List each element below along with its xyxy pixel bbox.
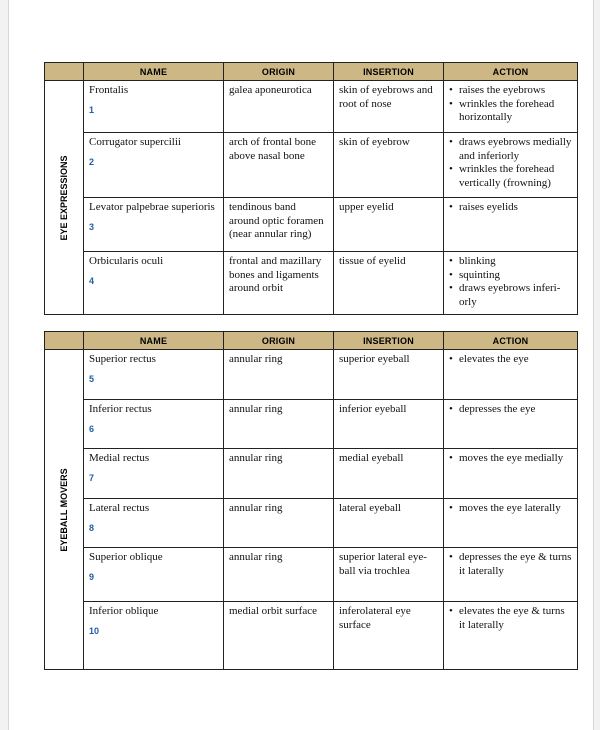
- muscle-name: Levator palpebrae superioris: [89, 201, 215, 213]
- insertion-cell: tissue of eyelid: [334, 252, 444, 315]
- muscle-name-cell: [84, 548, 224, 602]
- table-row: [45, 198, 578, 252]
- action-item: • depresses the eye & turns it laterally: [449, 551, 572, 578]
- muscle-number: 7: [89, 472, 95, 483]
- header-insertion: INSERTION: [334, 332, 444, 350]
- eye-expressions-table: [44, 62, 578, 315]
- muscle-name: Lateral rectus: [89, 502, 150, 514]
- origin-cell: annular ring: [224, 548, 334, 602]
- muscle-name-cell: [84, 81, 224, 133]
- header-side: [45, 332, 84, 350]
- muscle-name: Inferior oblique: [89, 605, 159, 617]
- muscle-number: 1: [89, 104, 95, 115]
- muscle-name: Medial rectus: [89, 452, 150, 464]
- header-name: NAME: [84, 332, 224, 350]
- muscle-number: 3: [89, 221, 95, 232]
- header-origin: ORIGIN: [224, 332, 334, 350]
- action-cell: [444, 499, 578, 548]
- group-label-cell: [45, 350, 84, 670]
- origin-cell: arch of frontal bone above nasal bone: [224, 133, 334, 198]
- action-cell: [444, 81, 578, 133]
- muscle-name: Frontalis: [89, 84, 129, 96]
- action-item: • elevates the eye: [449, 353, 572, 367]
- table-row: [45, 449, 578, 499]
- origin-cell: medial orbit surface: [224, 602, 334, 670]
- insertion-cell: superior lateral eye-ball via trochlea: [334, 548, 444, 602]
- table-row: [45, 548, 578, 602]
- action-item: • wrinkles the forehead vertically (frowning): [449, 163, 572, 190]
- action-item: • draws eyebrows inferi-orly: [449, 282, 572, 309]
- header-name: NAME: [84, 63, 224, 81]
- action-item: • wrinkles the forehead horizontally: [449, 98, 572, 125]
- origin-cell: annular ring: [224, 499, 334, 548]
- muscle-name: Superior oblique: [89, 551, 163, 563]
- action-item: • raises eyelids: [449, 201, 572, 215]
- origin-cell: annular ring: [224, 350, 334, 400]
- action-cell: [444, 548, 578, 602]
- action-item: • blinking: [449, 255, 572, 269]
- origin-cell: galea aponeurotica: [224, 81, 334, 133]
- action-cell: [444, 133, 578, 198]
- muscle-name-cell: [84, 602, 224, 670]
- action-cell: [444, 252, 578, 315]
- muscle-name-cell: [84, 400, 224, 449]
- action-item: • squinting: [449, 269, 572, 283]
- muscle-number: 8: [89, 522, 95, 533]
- action-item: • draws eyebrows medially and inferiorly: [449, 136, 572, 163]
- action-cell: [444, 198, 578, 252]
- table-row: [45, 400, 578, 449]
- eyeball-movers-table: [44, 331, 578, 670]
- muscle-number: 4: [89, 275, 95, 286]
- insertion-cell: skin of eyebrows and root of nose: [334, 81, 444, 133]
- table-row: [45, 252, 578, 315]
- origin-cell: tendinous band around optic foramen (near annular ring): [224, 198, 334, 252]
- origin-cell: frontal and mazillary bones and ligaments around orbit: [224, 252, 334, 315]
- action-cell: [444, 602, 578, 670]
- action-cell: [444, 449, 578, 499]
- action-item: • depresses the eye: [449, 403, 572, 417]
- muscle-name-cell: [84, 449, 224, 499]
- table-row: [45, 350, 578, 400]
- action-item: • moves the eye medially: [449, 452, 572, 466]
- muscle-name: Orbicularis oculi: [89, 255, 164, 267]
- insertion-cell: skin of eyebrow: [334, 133, 444, 198]
- document-page: [8, 0, 594, 730]
- group-label-cell: [45, 81, 84, 315]
- origin-cell: annular ring: [224, 400, 334, 449]
- header-action: ACTION: [444, 332, 578, 350]
- action-cell: [444, 400, 578, 449]
- muscle-number: 10: [89, 625, 100, 636]
- muscle-number: 9: [89, 571, 95, 582]
- table-header-row: [45, 63, 578, 81]
- muscle-name-cell: [84, 198, 224, 252]
- header-side: [45, 63, 84, 81]
- muscle-number: 5: [89, 373, 95, 384]
- muscle-number: 6: [89, 423, 95, 434]
- muscle-name: Corrugator supercilii: [89, 136, 181, 148]
- action-cell: [444, 350, 578, 400]
- header-origin: ORIGIN: [224, 63, 334, 81]
- insertion-cell: inferolateral eye surface: [334, 602, 444, 670]
- action-item: • moves the eye laterally: [449, 502, 572, 516]
- table-header-row: [45, 332, 578, 350]
- insertion-cell: superior eyeball: [334, 350, 444, 400]
- insertion-cell: lateral eyeball: [334, 499, 444, 548]
- table-row: [45, 499, 578, 548]
- muscle-name: Superior rectus: [89, 353, 156, 365]
- muscle-name-cell: [84, 252, 224, 315]
- action-item: • elevates the eye & turns it laterally: [449, 605, 572, 632]
- header-action: ACTION: [444, 63, 578, 81]
- origin-cell: annular ring: [224, 449, 334, 499]
- muscle-name: Inferior rectus: [89, 403, 152, 415]
- header-insertion: INSERTION: [334, 63, 444, 81]
- insertion-cell: upper eyelid: [334, 198, 444, 252]
- group-label: EYE EXPRESSIONS: [59, 154, 69, 241]
- muscle-name-cell: [84, 350, 224, 400]
- table-row: [45, 133, 578, 198]
- group-label: EYEBALL MOVERS: [59, 467, 69, 552]
- insertion-cell: inferior eyeball: [334, 400, 444, 449]
- insertion-cell: medial eyeball: [334, 449, 444, 499]
- muscle-number: 2: [89, 156, 95, 167]
- table-row: [45, 602, 578, 670]
- action-item: • raises the eyebrows: [449, 84, 572, 98]
- muscle-name-cell: [84, 499, 224, 548]
- muscle-name-cell: [84, 133, 224, 198]
- table-row: [45, 81, 578, 133]
